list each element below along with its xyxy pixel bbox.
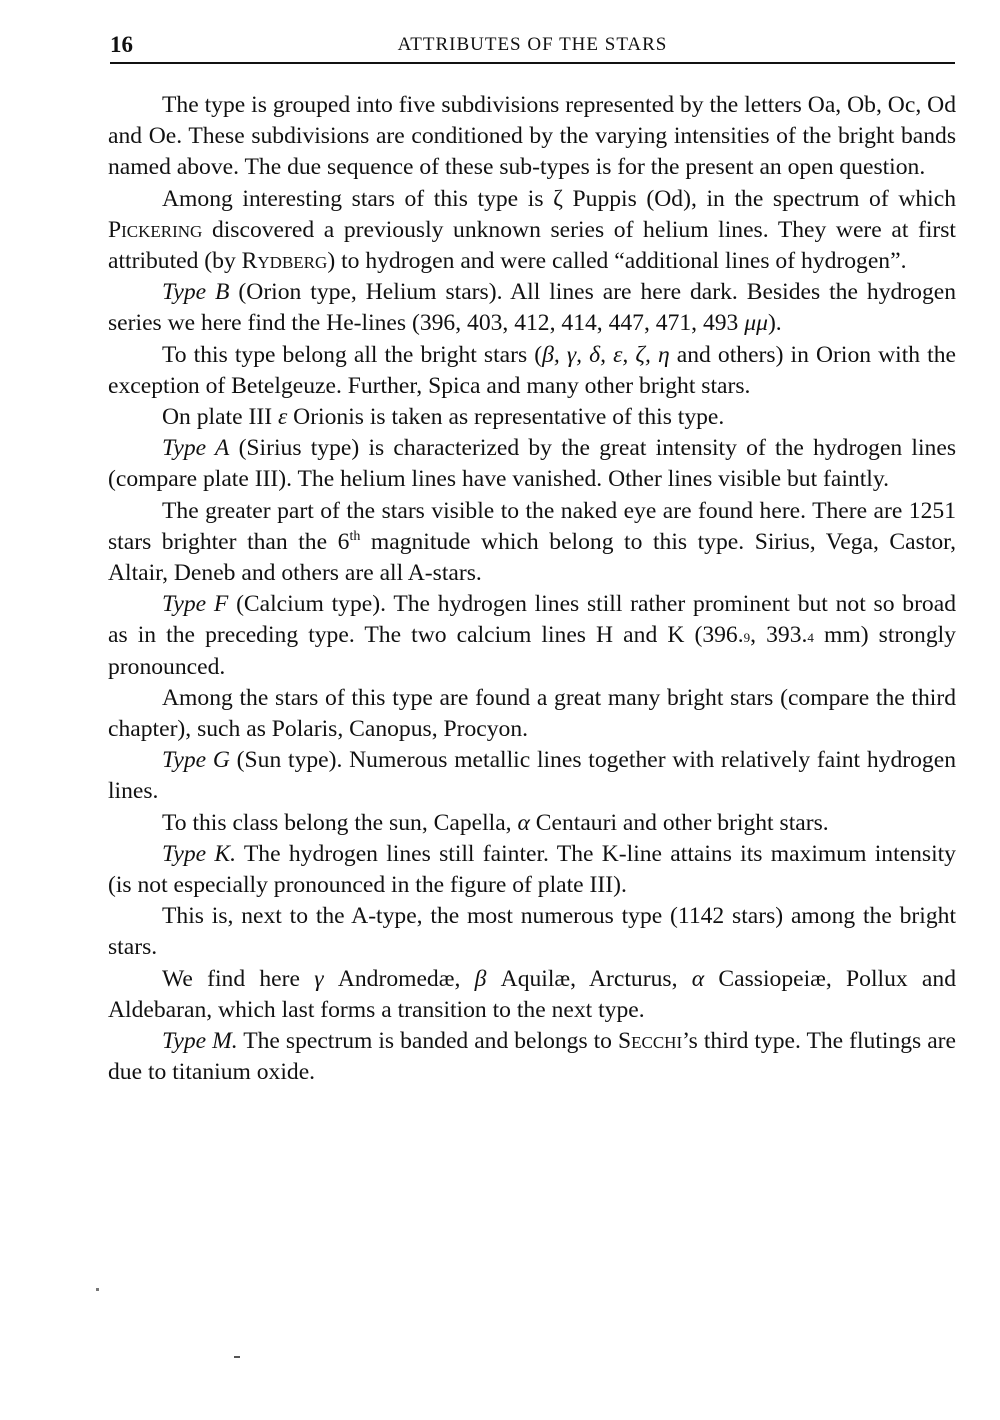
paragraph: [108, 184, 956, 278]
body-text: [108, 90, 956, 1089]
text-run: (Orion type, Helium stars). All lines are here dark. Besides the hydrogen series we here find the He-lines (396, 403, 412, 414, 447, 471, 493: [108, 279, 957, 337]
paragraph: [108, 839, 956, 901]
italic-text: γ: [314, 965, 324, 992]
text-run: On plate III: [162, 404, 278, 431]
paragraph: [108, 340, 956, 402]
paragraph: [108, 90, 956, 184]
paragraph: [108, 964, 956, 1026]
paragraph: [108, 589, 956, 683]
text-run: , 393.: [750, 622, 808, 649]
paragraph: [108, 277, 956, 339]
italic-text: α: [691, 965, 705, 992]
text-run: Among the stars of this type are found a great many bright stars (compare the third chapter), such as Polaris, Canopus, Procyon.: [108, 684, 956, 743]
text-run: (Sun type). Numerous metallic lines together with relatively faint hydrogen lines.: [108, 747, 956, 805]
paragraph: [108, 745, 956, 807]
paragraph: [108, 683, 956, 745]
text-run: (Sirius type) is characterized by the great intensity of the hydrogen lines (compare plate III). The helium lines have vanished. Other lines visible but faintly.: [108, 435, 956, 493]
paragraph: [108, 433, 956, 495]
italic-text: Type B: [162, 279, 230, 306]
italic-text: Type K.: [162, 840, 237, 867]
text-run: and others) in Orion with the exception of Betelgeuze. Further, Spica and many other bright stars.: [108, 341, 956, 399]
italic-text: Type M.: [162, 1028, 238, 1055]
text-run: Orionis is taken as representative of this type.: [287, 404, 725, 431]
scan-speck: [96, 1288, 99, 1291]
italic-text: Type F: [162, 591, 229, 618]
text-run: Andromedæ,: [323, 965, 475, 992]
paragraph: [108, 901, 956, 963]
text-run: discovered a previously unknown series of helium lines. They were at first attributed (by: [108, 216, 956, 275]
text-run: To this class belong the sun, Capella,: [162, 809, 518, 836]
text-run: Centauri and other bright stars.: [529, 809, 829, 836]
text-run: The spectrum is banded and belongs to: [237, 1028, 618, 1055]
subscript: 9: [743, 630, 751, 646]
page-number: 16: [110, 32, 133, 57]
italic-text: Type A: [162, 435, 230, 462]
page-header: [110, 30, 955, 64]
text-run: (Calcium type). The hydrogen lines still rather prominent but not so broad as in the preceding type. The two calcium lines H and K (396.: [108, 591, 956, 649]
text-run: Aquilæ, Arcturus,: [486, 965, 692, 992]
italic-text: β, γ, δ, ε, ζ, η: [542, 341, 670, 368]
italic-text: μμ: [744, 310, 768, 337]
italic-text: α: [517, 809, 530, 836]
text-run: The greater part of the stars visible to the naked eye are found here. There are 1251 stars brighter than the 6: [108, 497, 956, 555]
paragraph: [108, 808, 956, 839]
text-run: Cassiopeiæ, Pollux and Aldebaran, which last forms a transition to the next type.: [108, 965, 956, 1023]
superscript: th: [349, 528, 361, 544]
italic-text: Type G: [162, 747, 230, 774]
paragraph: [108, 1026, 956, 1088]
running-head: ATTRIBUTES OF THE STARS: [397, 34, 668, 55]
author-name: Pickering: [108, 216, 203, 243]
text-run: ).: [767, 310, 782, 337]
text-run: magnitude which belong to this type. Sirius, Vega, Castor, Altair, Deneb and others are all A-stars.: [108, 528, 956, 587]
italic-text: ε: [277, 404, 288, 431]
text-run: ) to hydrogen and were called “additional lines of hydrogen”.: [327, 248, 907, 275]
paragraph: [108, 496, 956, 590]
text-run: The hydrogen lines still fainter. The K-line attains its maximum intensity (is not especially pronounced in the figure of plate III).: [108, 840, 956, 899]
text-run: The type is grouped into five subdivisions represented by the letters Oa, Ob, Oc, Od and Oe. These subdivisions are conditioned by the varying intensities of the bright bands named above. The due sequence of these sub-types is for the present an open question.: [108, 92, 956, 181]
text-run: mm) strongly pronounced.: [108, 622, 956, 680]
text-run: To this type belong all the bright stars (: [162, 341, 543, 368]
text-run: We find here: [162, 965, 315, 992]
italic-text: β: [474, 965, 487, 992]
text-run: This is, next to the A-type, the most numerous type (1142 stars) among the bright stars.: [108, 903, 956, 961]
author-name: Rydberg: [241, 248, 328, 275]
scan-mark: [234, 1356, 240, 1358]
subscript: 4: [807, 630, 814, 646]
author-name: Secchi: [617, 1028, 683, 1055]
text-run: ’s third type. The flutings are due to titanium oxide.: [108, 1028, 957, 1086]
paragraph: [108, 402, 956, 433]
text-run: Among interesting stars of this type is ζ Puppis (Od), in the spectrum of which: [162, 185, 956, 212]
